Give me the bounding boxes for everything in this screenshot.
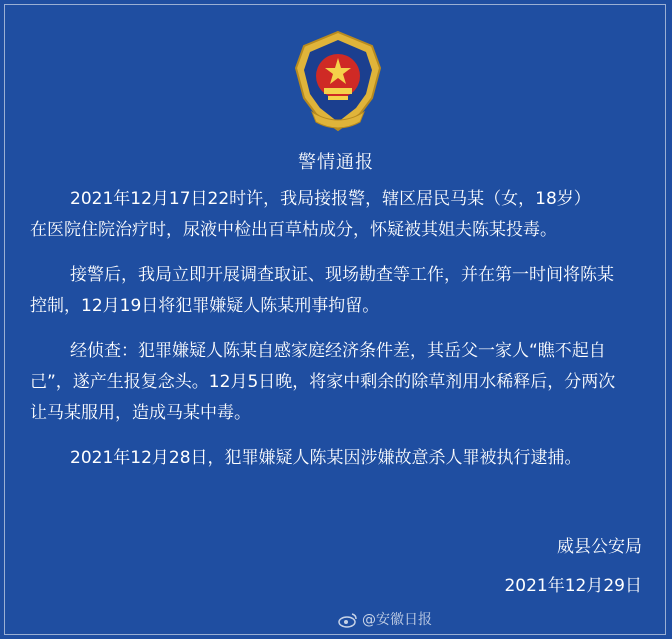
weibo-icon xyxy=(338,612,358,628)
paragraph-3 xyxy=(30,336,645,429)
paragraph-line: 让马某服用，造成马某中毒。 xyxy=(30,403,251,423)
paragraph-line: 2021年12月28日，犯罪嫌疑人陈某因涉嫌故意杀人罪被执行逮捕。 xyxy=(70,448,582,468)
paragraph-line: 经侦查：犯罪嫌疑人陈某自感家庭经济条件差，其岳父一家人“瞧不起自 xyxy=(70,341,606,361)
signature-date: 2021年12月29日 xyxy=(504,576,642,596)
paragraph-2 xyxy=(30,260,645,322)
paragraph-line: 控制，12月19日将犯罪嫌疑人陈某刑事拘留。 xyxy=(30,296,380,316)
paragraph-line: 己”，遂产生报复念头。12月5日晚，将家中剩余的除草剂用水稀释后，分两次 xyxy=(30,372,616,392)
paragraph-line: 在医院住院治疗时，尿液中检出百草枯成分，怀疑被其姐夫陈某投毒。 xyxy=(30,220,557,240)
notice-body xyxy=(30,184,645,488)
paragraph-1 xyxy=(30,184,645,246)
paragraph-line: 接警后，我局立即开展调查取证、现场勘查等工作，并在第一时间将陈某 xyxy=(70,265,614,285)
paragraph-4 xyxy=(30,443,645,474)
paragraph-line: 2021年12月17日22时许，我局接报警，辖区居民马某（女，18岁） xyxy=(70,189,591,209)
signature-organization: 威县公安局 xyxy=(557,537,642,557)
notice-title: 警情通报 xyxy=(298,152,374,173)
police-emblem-icon xyxy=(288,28,388,138)
source-watermark xyxy=(338,610,432,630)
watermark-text: @安徽日报 xyxy=(362,612,432,628)
